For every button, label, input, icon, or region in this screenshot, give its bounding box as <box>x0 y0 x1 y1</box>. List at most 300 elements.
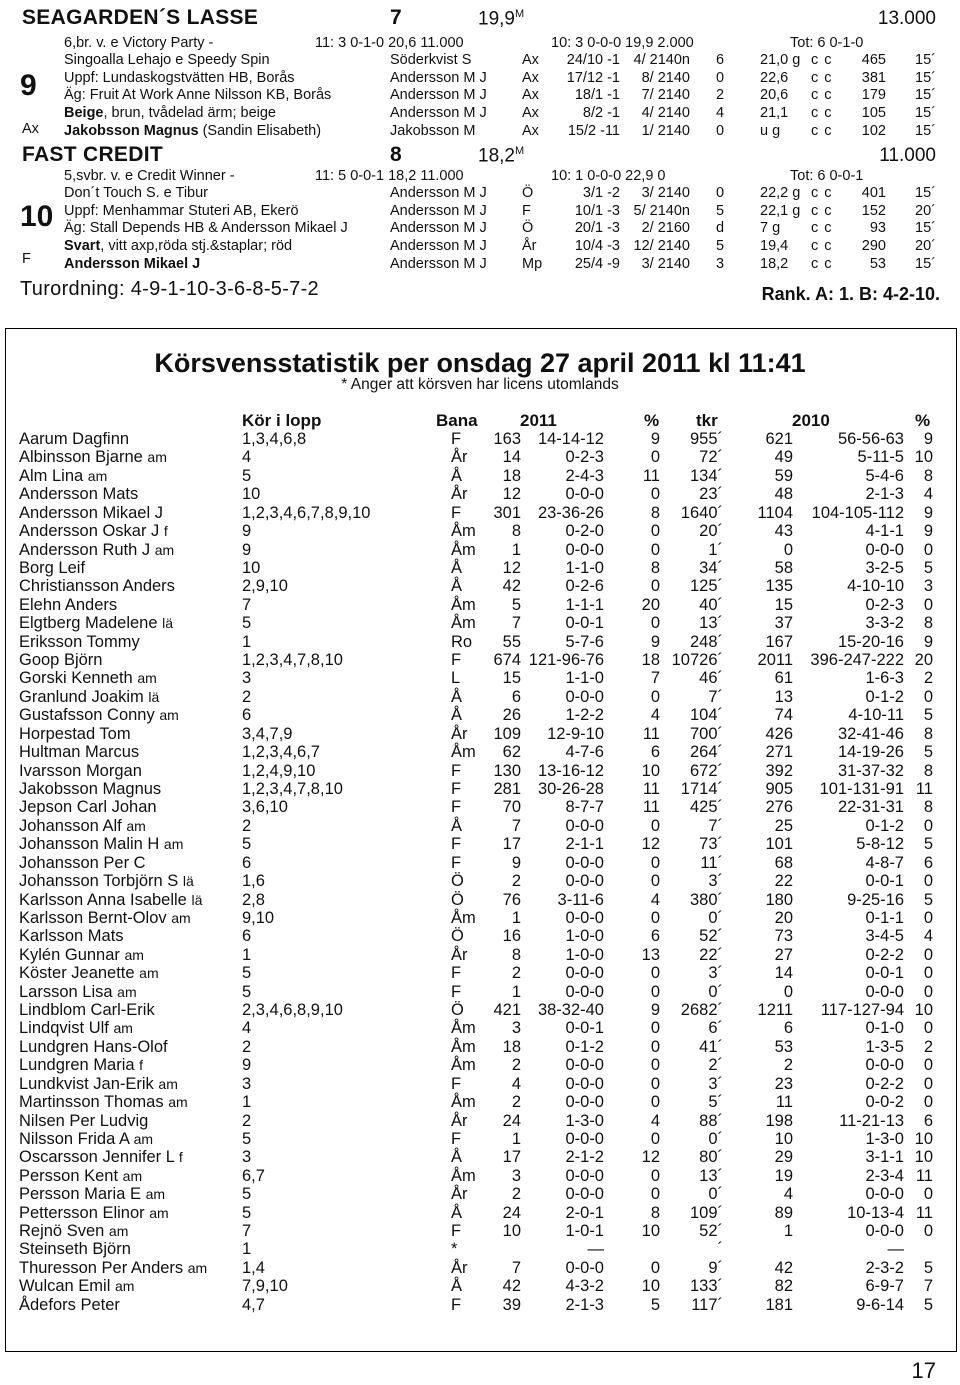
distance-note: 15´ <box>915 185 936 201</box>
post-letter: Ax <box>22 121 39 137</box>
starts-2010: 20 <box>774 908 793 927</box>
races-driven: 10 <box>242 558 261 577</box>
license-type: am <box>154 541 175 558</box>
results-2010: 1-6-3 <box>865 669 904 688</box>
horse-prize: 13.000 <box>877 8 936 29</box>
table-row <box>0 1001 960 1019</box>
results-2010: — <box>887 1240 904 1259</box>
distance-note: 15´ <box>915 220 936 237</box>
driver-name: Ivarsson Morgan <box>19 761 142 780</box>
shoe-code: c c <box>811 52 833 68</box>
results-2011: 1-1-0 <box>565 558 604 577</box>
license-type: am <box>168 1094 188 1111</box>
odds: 401 <box>861 185 886 201</box>
starts-2010: 276 <box>765 798 793 817</box>
license-type: am <box>87 467 108 484</box>
races-driven: 1,2,3,4,6,7 <box>242 743 320 762</box>
win-pct-2010: 9 <box>923 632 933 651</box>
driver-name: Martinsson Thomas <box>19 1093 164 1112</box>
win-pct-2011: 13 <box>641 945 660 964</box>
results-2011: 5-7-6 <box>565 632 604 651</box>
races-driven: 5 <box>242 466 252 485</box>
license-type: am <box>114 1278 135 1295</box>
driver-name-cell <box>19 430 129 449</box>
pedigree-line: 5,svbr. v. e Credit Winner - <box>64 168 235 184</box>
license-type: am <box>139 965 159 982</box>
results-2010: 0-1-2 <box>865 687 904 706</box>
results-2010: 2-1-3 <box>865 485 904 504</box>
win-pct-2011: 0 <box>650 1037 660 1056</box>
placing-distance: 3/ 2140 <box>641 185 690 201</box>
driver-name: Christiansson Anders <box>19 577 175 596</box>
driver-name: Alm Lina <box>19 466 84 485</box>
race-date: 17/12 -1 <box>566 69 620 86</box>
driver-name: Lundgren Hans-Olof <box>19 1037 168 1056</box>
win-pct-2010: 8 <box>923 798 933 817</box>
results-2011: 0-0-0 <box>565 853 604 872</box>
results-2010: 22-31-31 <box>837 798 904 817</box>
table-row <box>0 688 960 706</box>
track: År <box>522 238 537 255</box>
starts-2011: 8 <box>511 945 521 964</box>
earnings-tkr: 11´ <box>700 853 723 872</box>
earnings-tkr: 73´ <box>699 835 723 854</box>
km-time: 21,1 <box>760 105 789 122</box>
starts-2011: 26 <box>502 706 521 725</box>
home-track: F <box>451 1222 462 1241</box>
license-type: am <box>187 1259 208 1276</box>
race-line <box>0 52 960 69</box>
driver-name: Karlsson Bernt-Olov <box>19 908 167 927</box>
driver-name: Elgtberg Madelene <box>19 614 158 633</box>
results-2011: 1-0-0 <box>565 927 604 946</box>
starts-2010: 22 <box>774 872 793 891</box>
results-2010: 117-127-94 <box>820 1001 904 1020</box>
races-driven: 3,6,10 <box>242 798 288 817</box>
home-track: År <box>451 724 468 743</box>
win-pct-2010: 0 <box>923 595 933 614</box>
driver-name: Persson Maria E <box>19 1185 141 1204</box>
home-track: Å <box>451 466 463 485</box>
results-2010: 2-3-2 <box>865 1258 904 1277</box>
win-pct-2011: 5 <box>650 1295 660 1314</box>
table-row <box>0 964 960 982</box>
win-pct-2010: 6 <box>923 853 933 872</box>
driver-name: Lundkvist Jan-Erik <box>19 1074 154 1093</box>
table-row <box>0 798 960 816</box>
results-2011: 0-0-0 <box>565 540 604 559</box>
horse-info-bold: Svart <box>64 238 101 255</box>
results-2011: 23-36-26 <box>537 503 604 522</box>
win-pct-2011: 0 <box>650 1166 660 1185</box>
results-2011: 0-0-0 <box>565 485 604 504</box>
home-track: Å <box>451 1148 463 1167</box>
results-2011: 4-3-2 <box>565 1277 604 1296</box>
results-2011: 0-0-0 <box>565 872 604 891</box>
table-row <box>0 1148 960 1166</box>
horse-info-text: Äg: Fruit At Work Anne Nilsson KB, Borås <box>64 87 332 104</box>
starts-2010: 61 <box>774 669 793 688</box>
results-2010: 0-0-0 <box>865 1185 904 1204</box>
win-pct-2010: 2 <box>923 669 933 688</box>
driver-name-cell <box>19 559 85 578</box>
starts-2010: 82 <box>774 1277 793 1296</box>
earnings-tkr: 34´ <box>699 558 723 577</box>
distance-note: 15´ <box>915 105 936 122</box>
odds: 53 <box>869 255 886 272</box>
km-time: 18,2 <box>760 255 789 272</box>
horse-info <box>64 238 292 254</box>
table-row <box>0 541 960 559</box>
driver: Andersson M J <box>390 185 487 201</box>
win-pct-2010: 0 <box>923 1056 933 1075</box>
driver-name-cell <box>19 798 157 817</box>
home-track: År <box>451 1185 468 1204</box>
results-2010: 0-0-0 <box>865 1222 904 1241</box>
record-value: 19,9 <box>478 8 515 30</box>
home-track: Å <box>451 687 463 706</box>
starts-2010: 27 <box>774 945 793 964</box>
races-driven: 6 <box>242 927 252 946</box>
driver-name: Andersson Oskar J <box>19 522 160 541</box>
results-2011: 14-14-12 <box>537 430 604 448</box>
horse-info <box>64 256 200 272</box>
win-pct-2010: 5 <box>923 835 933 854</box>
results-2011: 13-16-12 <box>537 761 604 780</box>
results-2011: 0-0-0 <box>565 964 604 983</box>
horse-info-bold: Jakobsson Magnus <box>64 122 199 139</box>
win-pct-2010: 0 <box>923 816 933 835</box>
table-row <box>0 467 960 485</box>
earnings-tkr: 9´ <box>708 1258 723 1277</box>
driver-name-cell <box>19 964 159 983</box>
driver: Andersson M J <box>390 69 487 86</box>
race-line <box>0 123 960 140</box>
win-pct-2011: 0 <box>650 908 660 927</box>
starts-2011: 7 <box>511 816 521 835</box>
table-row <box>0 1130 960 1148</box>
home-track: F <box>451 1295 462 1314</box>
stats-2010: 10: 3 0-0-0 19,9 2.000 <box>551 35 694 51</box>
win-pct-2010: 8 <box>923 466 933 485</box>
odds: 290 <box>861 238 886 255</box>
races-driven: 3 <box>242 1074 252 1093</box>
driver-name: Ådefors Peter <box>19 1295 120 1314</box>
table-row <box>0 633 960 651</box>
win-pct-2011: 11 <box>642 779 660 798</box>
stats-2011: 11: 5 0-0-1 18,2 11.000 <box>315 168 464 184</box>
pedigree-line: 6,br. v. e Victory Party - <box>64 35 214 51</box>
home-track: * <box>451 1240 458 1259</box>
races-driven: 3,4,7,9 <box>242 724 293 743</box>
races-driven: 2,3,4,6,8,9,10 <box>242 1001 343 1020</box>
earnings-tkr: 52´ <box>699 1222 723 1241</box>
results-2011: 1-1-1 <box>565 595 604 614</box>
license-type: am <box>145 1186 166 1203</box>
shoe-code: c c <box>811 238 833 255</box>
results-2010: 5-8-12 <box>856 835 904 854</box>
driver-name-cell <box>19 854 146 873</box>
win-pct-2011: 10 <box>641 1277 660 1296</box>
shoe-code: c c <box>811 220 833 237</box>
earnings-tkr: 7´ <box>708 816 723 835</box>
horse-info-text: Don´t Touch S. e Tibur <box>64 185 209 201</box>
placing-distance: 4/ 2140 <box>641 105 690 122</box>
starts-2011: 1 <box>511 908 521 927</box>
win-pct-2011: 0 <box>650 687 660 706</box>
race-date: 10/1 -3 <box>574 202 620 219</box>
track: F <box>522 202 531 219</box>
starts-2011: 2 <box>511 1093 521 1112</box>
races-driven: 4 <box>242 1019 252 1038</box>
horse-info-text: , brun, tvådelad ärm; beige <box>103 105 276 122</box>
home-track: Å <box>451 816 463 835</box>
home-track: Åm <box>451 743 476 762</box>
win-pct-2010: 5 <box>923 890 933 909</box>
track: Ax <box>522 122 539 139</box>
table-row <box>0 835 960 853</box>
results-2010: 0-1-0 <box>865 1019 904 1038</box>
results-2010: 4-1-1 <box>865 522 904 541</box>
driver-name: Lindblom Carl-Erik <box>19 1001 155 1020</box>
starts-2011: 9 <box>511 853 521 872</box>
license-type: am <box>163 836 184 853</box>
distance-note: 15´ <box>915 52 936 68</box>
placing-distance: 12/ 2140 <box>633 238 690 255</box>
stats-title: Körsvensstatistik per onsdag 27 april 2011 kl 11:41 <box>154 348 806 378</box>
win-pct-2011: 0 <box>650 982 660 1001</box>
earnings-tkr: 264´ <box>689 743 723 762</box>
horse-info <box>64 203 299 219</box>
win-pct-2010: 0 <box>923 908 933 927</box>
placing-distance: 4/ 2140n <box>633 52 690 68</box>
win-pct-2010: 10 <box>914 1001 933 1020</box>
driver-name-cell <box>19 1093 188 1112</box>
earnings-tkr: 425´ <box>689 798 723 817</box>
earnings-tkr: 133´ <box>689 1277 723 1296</box>
horse-info <box>64 87 331 103</box>
results-2010: 32-41-46 <box>837 724 904 743</box>
placing-distance: 5/ 2140n <box>633 202 690 219</box>
races-driven: 7 <box>242 595 252 614</box>
shoe-code: c c <box>811 255 833 272</box>
driver: Jakobsson M <box>390 122 476 139</box>
starts-2010: 1104 <box>757 503 793 522</box>
win-pct-2010: 6 <box>923 1111 933 1130</box>
starts-2011: 6 <box>511 687 521 706</box>
win-pct-2011: 0 <box>650 1019 660 1038</box>
horse-info-bold: Beige <box>64 105 104 122</box>
results-2011: 0-0-0 <box>565 908 604 927</box>
results-2011: 2-1-2 <box>565 1148 604 1167</box>
results-2010: 0-0-0 <box>865 982 904 1001</box>
results-2010: 0-0-2 <box>865 1093 904 1112</box>
home-track: F <box>451 964 462 983</box>
start-position: 5 <box>716 238 725 255</box>
starts-2011: 14 <box>502 448 521 467</box>
home-track: År <box>451 945 468 964</box>
driver-name: Johansson Malin H <box>19 835 160 854</box>
races-driven: 3 <box>242 669 252 688</box>
license-type: am <box>171 909 191 926</box>
col-header-tkr: tkr <box>696 411 718 430</box>
win-pct-2011: 6 <box>650 743 660 762</box>
km-time: 22,6 <box>760 69 789 86</box>
starts-2011: 4 <box>511 1074 521 1093</box>
driver-name-cell <box>19 1130 153 1149</box>
table-row <box>0 430 960 448</box>
home-track: Ö <box>451 890 464 909</box>
driver-name: Wulcan Emil <box>19 1277 111 1296</box>
driver-name-cell <box>19 467 107 486</box>
start-position: 5 <box>716 202 725 219</box>
earnings-tkr: 109´ <box>689 1203 723 1222</box>
win-pct-2011: 0 <box>650 1129 660 1148</box>
starts-2010: 19 <box>774 1166 793 1185</box>
win-pct-2010: 10 <box>914 448 933 467</box>
race-line <box>0 238 960 255</box>
driver-name: Andersson Ruth J <box>19 540 151 559</box>
driver-name: Aarum Dagfinn <box>19 430 130 448</box>
results-2010: 6-9-7 <box>865 1277 904 1296</box>
starts-2011: 62 <box>502 743 521 762</box>
table-row <box>0 1075 960 1093</box>
driver: Andersson M J <box>390 238 487 255</box>
races-driven: 3 <box>242 1148 252 1167</box>
horse-info-bold: Andersson Mikael J <box>64 255 201 272</box>
races-driven: 5 <box>242 614 252 633</box>
results-2011: 0-0-0 <box>565 1129 604 1148</box>
horse-info <box>64 123 321 139</box>
win-pct-2010: 4 <box>923 485 933 504</box>
results-2011: 1-0-0 <box>565 945 604 964</box>
earnings-tkr: 1´ <box>708 540 723 559</box>
results-2011: 0-0-0 <box>565 982 604 1001</box>
starts-2011: 2 <box>511 964 521 983</box>
starts-2010: 59 <box>774 466 793 485</box>
license-type: f <box>139 1057 144 1074</box>
driver-name-cell <box>19 1056 143 1075</box>
starts-2010: 426 <box>765 724 793 743</box>
license-type: am <box>133 1130 154 1147</box>
win-pct-2010: 20 <box>914 651 933 670</box>
shoe-code: c c <box>811 105 833 122</box>
win-pct-2011: 0 <box>650 964 660 983</box>
win-pct-2011: 8 <box>650 503 660 522</box>
driver-name-cell <box>19 1148 183 1167</box>
earnings-tkr: 700´ <box>689 724 723 743</box>
driver-name-cell <box>19 577 175 596</box>
table-row <box>0 1019 960 1037</box>
driver-name: Gustafsson Conny <box>19 706 155 725</box>
horse8-stats <box>0 168 960 185</box>
results-2010: 9-6-14 <box>856 1295 904 1314</box>
home-track: Ö <box>451 872 464 891</box>
table-row <box>0 504 960 522</box>
results-2011: 1-0-1 <box>565 1222 604 1241</box>
starts-2010: 198 <box>765 1111 793 1130</box>
starts-2011: 55 <box>502 632 521 651</box>
earnings-tkr: ´ <box>717 1240 723 1259</box>
driver-name-cell <box>19 633 140 652</box>
start-position: 0 <box>716 69 725 86</box>
home-track: F <box>451 853 462 872</box>
driver-name-cell <box>19 1001 155 1020</box>
results-2010: 0-2-2 <box>865 1074 904 1093</box>
starts-2010: 10 <box>774 1129 793 1148</box>
races-driven: 2 <box>242 687 252 706</box>
stats-total: Tot: 6 0-1-0 <box>790 35 864 51</box>
win-pct-2011: 0 <box>650 540 660 559</box>
starts-2010: 37 <box>774 614 793 633</box>
odds: 105 <box>861 105 886 122</box>
distance-note: 15´ <box>915 255 936 272</box>
starts-2010: 15 <box>774 595 793 614</box>
results-2011: 0-0-1 <box>565 1019 604 1038</box>
races-driven: 1,2,3,4,7,8,10 <box>242 779 343 798</box>
starts-2011: 1 <box>511 982 521 1001</box>
races-driven: 5 <box>242 1203 252 1222</box>
races-driven: 1 <box>242 945 252 964</box>
driver-name: Granlund Joakim <box>19 687 144 706</box>
odds: 152 <box>861 202 886 219</box>
starts-2010: 53 <box>774 1037 793 1056</box>
horse-info <box>64 52 270 68</box>
earnings-tkr: 20´ <box>699 522 723 541</box>
starts-2011: 130 <box>493 761 521 780</box>
record-flag: M <box>514 145 525 157</box>
home-track: Åm <box>451 595 476 614</box>
results-2010: 4-10-10 <box>847 577 904 596</box>
results-2011: 0-0-0 <box>565 816 604 835</box>
win-pct-2010: 0 <box>923 1093 933 1112</box>
win-pct-2011: 0 <box>650 853 660 872</box>
earnings-tkr: 13´ <box>699 1166 723 1185</box>
win-pct-2011: 11 <box>642 798 660 817</box>
horse-info-text: Uppf: Lundaskogstvätten HB, Borås <box>64 69 295 86</box>
results-2010: 10-13-4 <box>847 1203 904 1222</box>
starts-2010: 621 <box>765 430 793 448</box>
results-2010: 1-3-5 <box>865 1037 904 1056</box>
races-driven: 1 <box>242 632 252 651</box>
driver-name-cell <box>19 927 124 946</box>
win-pct-2010: 11 <box>915 779 933 798</box>
license-type: am <box>158 1075 178 1092</box>
races-driven: 2,9,10 <box>242 577 288 596</box>
driver-name-cell <box>19 835 183 854</box>
license-type: lä <box>182 873 194 890</box>
earnings-tkr: 80´ <box>699 1148 723 1167</box>
earnings-tkr: 88´ <box>699 1111 723 1130</box>
starts-2011: 76 <box>502 890 521 909</box>
starts-2010: 0 <box>783 982 793 1001</box>
driver-name: Horpestad Tom <box>19 724 131 743</box>
win-pct-2011: 0 <box>650 522 660 541</box>
win-pct-2010: 3 <box>923 577 933 596</box>
results-2011: 3-11-6 <box>557 890 604 909</box>
driver-name: Goop Björn <box>19 651 103 670</box>
races-driven: 2 <box>242 816 252 835</box>
starts-2010: 0 <box>783 540 793 559</box>
table-row <box>0 522 960 540</box>
results-2010: 0-0-0 <box>865 1056 904 1075</box>
table-row <box>0 1185 960 1203</box>
win-pct-2011: 11 <box>642 724 660 743</box>
win-pct-2010: 0 <box>923 964 933 983</box>
distance-note: 15´ <box>915 122 936 139</box>
driver-name-cell <box>19 651 102 670</box>
race-date: 10/4 -3 <box>574 238 620 255</box>
